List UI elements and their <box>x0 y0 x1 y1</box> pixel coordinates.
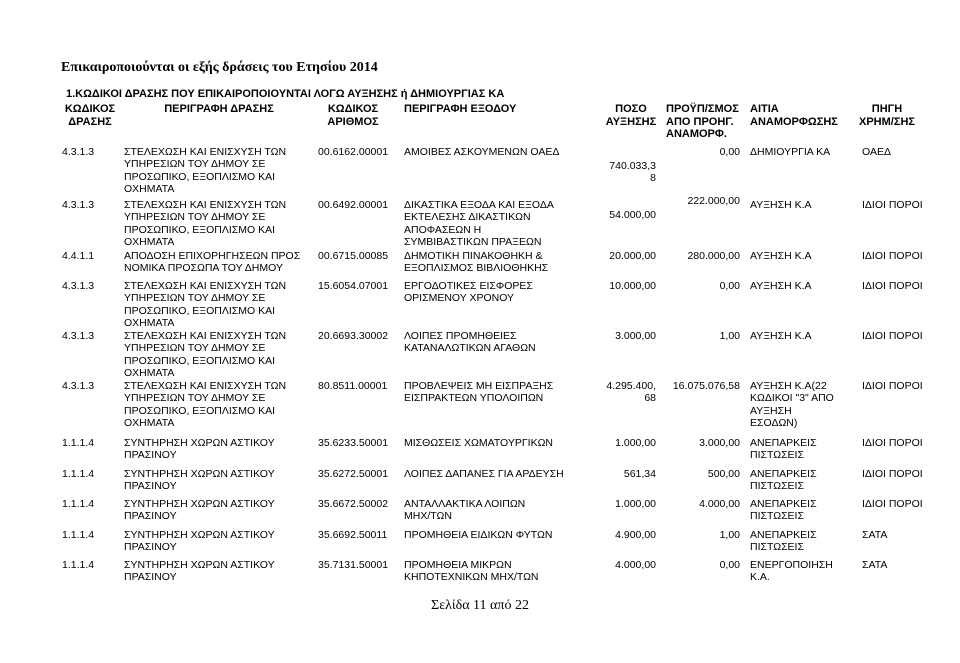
amendment-reason: ΑΥΞΗΣΗ Κ.Α(22 ΚΩΔΙΚΟΙ "3" ΑΠΟ ΑΥΞΗΣΗ ΕΣΟΔΩΝ) <box>750 380 834 430</box>
expense-description: ΕΡΓΟΔΟΤΙΚΕΣ ΕΙΣΦΟΡΕΣ ΟΡΙΣΜΕΝΟΥ ΧΡΟΝΟΥ <box>404 280 533 305</box>
expense-description: ΠΡΟΜΗΘΕΙΑ ΜΙΚΡΩΝ ΚΗΠΟΤΕΧΝΙΚΩΝ ΜΗΧ/ΤΩΝ <box>404 559 539 584</box>
increase-amount: 561,34 <box>623 468 656 480</box>
funding-source: ΙΔΙΟΙ ΠΟΡΟΙ <box>862 437 923 449</box>
action-description: ΣΤΕΛΕΧΩΣΗ ΚΑΙ ΕΝΙΣΧΥΣΗ ΤΩΝ ΥΠΗΡΕΣΙΩΝ ΤΟΥ ΔΗΜΟΥ ΣΕ ΠΡΟΣΩΠΙΚΟ, ΕΞΟΠΛΙΣΜΟ ΚΑΙ ΟΧΗΜΑΤΑ <box>124 280 287 330</box>
amendment-reason: ΔΗΜΙΟΥΡΓΙΑ ΚΑ <box>750 146 831 158</box>
funding-source: ΙΔΙΟΙ ΠΟΡΟΙ <box>862 280 923 292</box>
previous-budget: 0,00 <box>719 146 740 158</box>
amendment-reason: ΑΝΕΠΑΡΚΕΙΣ ΠΙΣΤΩΣΕΙΣ <box>750 498 817 523</box>
header-previous-budget: ΠΡΟΫΠ/ΣΜΟΣ ΑΠΟ ΠΡΟΗΓ. ΑΝΑΜΟΡΦ. <box>666 103 739 140</box>
funding-source: ΣΑΤΑ <box>862 529 888 541</box>
account-number: 20.6693.30002 <box>318 330 389 342</box>
expense-description: ΠΡΟΒΛΕΨΕΙΣ ΜΗ ΕΙΣΠΡΑΞΗΣ ΕΙΣΠΡΑΚΤΕΩΝ ΥΠΟΛΟΙΠΩΝ <box>404 380 554 405</box>
previous-budget: 16.075.076,58 <box>672 380 740 392</box>
action-description: ΣΤΕΛΕΧΩΣΗ ΚΑΙ ΕΝΙΣΧΥΣΗ ΤΩΝ ΥΠΗΡΕΣΙΩΝ ΤΟΥ ΔΗΜΟΥ ΣΕ ΠΡΟΣΩΠΙΚΟ, ΕΞΟΠΛΙΣΜΟ ΚΑΙ ΟΧΗΜΑΤΑ <box>124 380 287 430</box>
header-expense-description: ΠΕΡΙΓΡΑΦΗ ΕΞΟΔΟΥ <box>404 103 517 115</box>
action-description: ΣΥΝΤΗΡΗΣΗ ΧΩΡΩΝ ΑΣΤΙΚΟΥ ΠΡΑΣΙΝΟΥ <box>124 498 275 523</box>
increase-amount: 1.000,00 <box>615 437 656 449</box>
action-code: 4.3.1.3 <box>62 199 95 211</box>
funding-source: ΙΔΙΟΙ ΠΟΡΟΙ <box>862 498 923 510</box>
amendment-reason: ΑΝΕΠΑΡΚΕΙΣ ΠΙΣΤΩΣΕΙΣ <box>750 529 817 554</box>
account-number: 35.6233.50001 <box>318 437 389 449</box>
account-number: 35.6692.50011 <box>318 529 388 541</box>
section-heading: 1.ΚΩΔΙΚΟΙ ΔΡΑΣΗΣ ΠΟΥ ΕΠΙΚΑΙΡΟΠΟΙΟΥΝΤΑΙ ΛΟΓΩ ΑΥΞΗΣΗΣ ή ΔΗΜΙΟΥΡΓΙΑΣ ΚΑ <box>66 88 505 100</box>
expense-description: ΑΜΟΙΒΕΣ ΑΣΚΟΥΜΕΝΩΝ ΟΑΕΔ <box>404 146 560 158</box>
previous-budget: 1,00 <box>719 330 740 342</box>
action-description: ΣΤΕΛΕΧΩΣΗ ΚΑΙ ΕΝΙΣΧΥΣΗ ΤΩΝ ΥΠΗΡΕΣΙΩΝ ΤΟΥ ΔΗΜΟΥ ΣΕ ΠΡΟΣΩΠΙΚΟ, ΕΞΟΠΛΙΣΜΟ ΚΑΙ ΟΧΗΜΑΤΑ <box>124 199 287 249</box>
action-code: 4.3.1.3 <box>62 280 95 292</box>
account-number: 15.6054.07001 <box>318 280 389 292</box>
action-code: 1.1.1.4 <box>62 529 95 541</box>
action-code: 4.3.1.3 <box>62 380 95 392</box>
increase-amount: 1.000,00 <box>615 498 656 510</box>
previous-budget: 500,00 <box>707 468 740 480</box>
action-code: 1.1.1.4 <box>62 437 95 449</box>
previous-budget: 3.000,00 <box>699 437 740 449</box>
expense-description: ΛΟΙΠΕΣ ΔΑΠΑΝΕΣ ΓΙΑ ΑΡΔΕΥΣΗ <box>404 468 564 480</box>
previous-budget: 280.000,00 <box>687 250 740 262</box>
funding-source: ΙΔΙΟΙ ΠΟΡΟΙ <box>862 330 923 342</box>
account-number: 80.8511.00001 <box>318 380 388 392</box>
action-description: ΑΠΟΔΟΣΗ ΕΠΙΧΟΡΗΓΗΣΕΩΝ ΠΡΟΣ ΝΟΜΙΚΑ ΠΡΟΣΩΠΑ ΤΟΥ ΔΗΜΟΥ <box>124 250 301 275</box>
intro-text: Επικαιροποιούνται οι εξής δράσεις του Ετησίου 2014 <box>61 60 378 75</box>
expense-description: ΔΗΜΟΤΙΚΗ ΠΙΝΑΚΟΘΗΚΗ & ΕΞΟΠΛΙΣΜΟΣ ΒΙΒΛΙΟΘΗΚΗΣ <box>404 250 549 275</box>
expense-description: ΜΙΣΘΩΣΕΙΣ ΧΩΜΑΤΟΥΡΓΙΚΩΝ <box>404 437 554 449</box>
increase-amount: 3.000,00 <box>615 330 656 342</box>
funding-source: ΙΔΙΟΙ ΠΟΡΟΙ <box>862 468 923 480</box>
increase-amount: 4.000,00 <box>615 559 656 571</box>
amendment-reason: ΑΥΞΗΣΗ Κ.Α <box>750 280 812 292</box>
account-number: 00.6492.00001 <box>318 199 389 211</box>
action-code: 4.3.1.3 <box>62 330 95 342</box>
funding-source: ΙΔΙΟΙ ΠΟΡΟΙ <box>862 380 923 392</box>
previous-budget: 0,00 <box>719 559 740 571</box>
increase-amount: 10.000,00 <box>609 280 656 292</box>
expense-description: ΔΙΚΑΣΤΙΚΑ ΕΞΟΔΑ ΚΑΙ ΕΞΟΔΑ ΕΚΤΕΛΕΣΗΣ ΔΙΚΑΣΤΙΚΩΝ ΑΠΟΦΑΣΕΩΝ Η ΣΥΜΒΙΒΑΣΤΙΚΩΝ ΠΡΑΞΕΩΝ <box>404 199 554 249</box>
previous-budget: 1,00 <box>719 529 740 541</box>
increase-amount: 20.000,00 <box>609 250 656 262</box>
account-number: 00.6715.00085 <box>318 250 389 262</box>
previous-budget: 222.000,00 <box>687 195 740 207</box>
amendment-reason: ΑΥΞΗΣΗ Κ.Α <box>750 199 812 211</box>
increase-amount: 740.033,3 8 <box>609 160 656 185</box>
account-number: 35.6272.50001 <box>318 468 389 480</box>
increase-amount: 54.000,00 <box>609 209 656 221</box>
header-account-number: ΚΩΔΙΚΟΣ ΑΡΙΘΜΟΣ <box>327 103 379 128</box>
action-description: ΣΤΕΛΕΧΩΣΗ ΚΑΙ ΕΝΙΣΧΥΣΗ ΤΩΝ ΥΠΗΡΕΣΙΩΝ ΤΟΥ ΔΗΜΟΥ ΣΕ ΠΡΟΣΩΠΙΚΟ, ΕΞΟΠΛΙΣΜΟ ΚΑΙ ΟΧΗΜΑΤΑ <box>124 330 287 380</box>
action-code: 4.4.1.1 <box>62 250 95 262</box>
header-code: ΚΩΔΙΚΟΣ ΔΡΑΣΗΣ <box>64 103 116 128</box>
previous-budget: 0,00 <box>719 280 740 292</box>
action-description: ΣΥΝΤΗΡΗΣΗ ΧΩΡΩΝ ΑΣΤΙΚΟΥ ΠΡΑΣΙΝΟΥ <box>124 559 275 584</box>
increase-amount: 4.295.400, 68 <box>606 380 656 405</box>
header-description: ΠΕΡΙΓΡΑΦΗ ΔΡΑΣΗΣ <box>164 103 274 115</box>
amendment-reason: ΑΥΞΗΣΗ Κ.Α <box>750 330 812 342</box>
page-number: Σελίδα 11 από 22 <box>431 598 529 613</box>
action-code: 4.3.1.3 <box>62 146 95 158</box>
action-code: 1.1.1.4 <box>62 498 95 510</box>
funding-source: ΟΑΕΔ <box>862 146 891 158</box>
amendment-reason: ΕΝΕΡΓΟΠΟΙΗΣΗ Κ.Α. <box>750 559 833 584</box>
action-description: ΣΥΝΤΗΡΗΣΗ ΧΩΡΩΝ ΑΣΤΙΚΟΥ ΠΡΑΣΙΝΟΥ <box>124 437 275 462</box>
action-code: 1.1.1.4 <box>62 559 95 571</box>
previous-budget: 4.000,00 <box>699 498 740 510</box>
amendment-reason: ΑΝΕΠΑΡΚΕΙΣ ΠΙΣΤΩΣΕΙΣ <box>750 437 817 462</box>
funding-source: ΙΔΙΟΙ ΠΟΡΟΙ <box>862 199 923 211</box>
header-increase-amount: ΠΟΣΟ ΑΥΞΗΣΗΣ <box>605 103 657 128</box>
expense-description: ΠΡΟΜΗΘΕΙΑ ΕΙΔΙΚΩΝ ΦΥΤΩΝ <box>404 529 553 541</box>
amendment-reason: ΑΥΞΗΣΗ Κ.Α <box>750 250 812 262</box>
funding-source: ΙΔΙΟΙ ΠΟΡΟΙ <box>862 250 923 262</box>
action-description: ΣΤΕΛΕΧΩΣΗ ΚΑΙ ΕΝΙΣΧΥΣΗ ΤΩΝ ΥΠΗΡΕΣΙΩΝ ΤΟΥ ΔΗΜΟΥ ΣΕ ΠΡΟΣΩΠΙΚΟ, ΕΞΟΠΛΙΣΜΟ ΚΑΙ ΟΧΗΜΑΤΑ <box>124 146 287 196</box>
action-description: ΣΥΝΤΗΡΗΣΗ ΧΩΡΩΝ ΑΣΤΙΚΟΥ ΠΡΑΣΙΝΟΥ <box>124 529 275 554</box>
expense-description: ΛΟΙΠΕΣ ΠΡΟΜΗΘΕΙΕΣ ΚΑΤΑΝΑΛΩΤΙΚΩΝ ΑΓΑΘΩΝ <box>404 330 536 355</box>
funding-source: ΣΑΤΑ <box>862 559 888 571</box>
action-description: ΣΥΝΤΗΡΗΣΗ ΧΩΡΩΝ ΑΣΤΙΚΟΥ ΠΡΑΣΙΝΟΥ <box>124 468 275 493</box>
action-code: 1.1.1.4 <box>62 468 95 480</box>
amendment-reason: ΑΝΕΠΑΡΚΕΙΣ ΠΙΣΤΩΣΕΙΣ <box>750 468 817 493</box>
account-number: 00.6162.00001 <box>318 146 389 158</box>
expense-description: ΑΝΤΑΛΛΑΚΤΙΚΑ ΛΟΙΠΩΝ ΜΗΧ/ΤΩΝ <box>404 498 526 523</box>
increase-amount: 4.900,00 <box>615 529 656 541</box>
header-funding-source: ΠΗΓΗ ΧΡΗΜ/ΣΗΣ <box>859 103 915 128</box>
account-number: 35.6672.50002 <box>318 498 389 510</box>
header-reason: ΑΙΤΙΑ ΑΝΑΜΟΡΦΩΣΗΣ <box>750 103 838 128</box>
account-number: 35.7131.50001 <box>318 559 389 571</box>
